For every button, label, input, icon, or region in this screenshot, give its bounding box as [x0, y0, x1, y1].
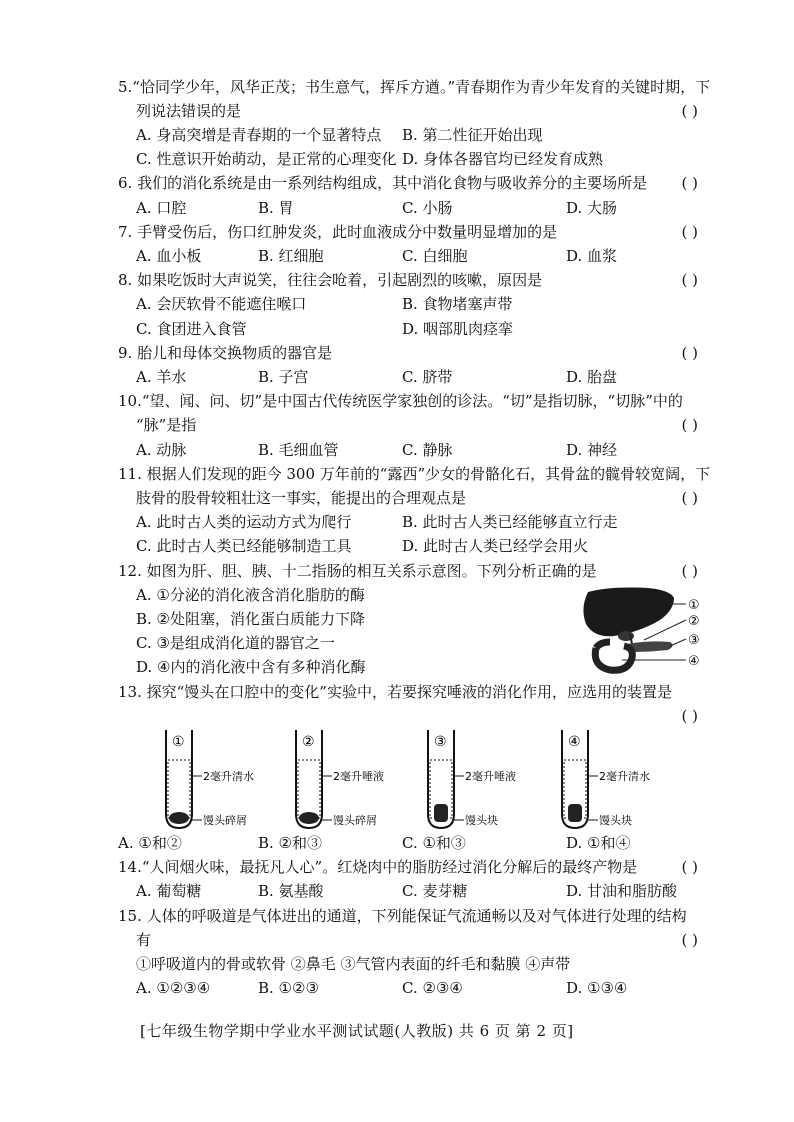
tube-4-liquid: 2毫升清水 [599, 770, 650, 783]
q11-stem-line2: 肢骨的股骨较粗壮这一事实，能提出的合理观点是 [136, 489, 467, 507]
q5-option-b: B. 第二性征开始出现 [402, 126, 543, 144]
q5-stem-line2: 列说法错误的是 [136, 102, 242, 120]
figure-label-3: ③ [688, 633, 700, 648]
tube-3-solid: 馒头块 [465, 814, 498, 827]
q14-option-d: D. 甘油和脂肪酸 [566, 882, 678, 900]
q7-answer-paren: ( ) [681, 223, 698, 241]
q7-option-a: A. 血小板 [136, 247, 202, 265]
q6-stem: 6. 我们的消化系统是由一系列结构组成，其中消化食物与吸收养分的主要场所是 [118, 174, 648, 192]
q14-option-c: C. 麦芽糖 [402, 882, 468, 900]
q15-option-d: D. ①③④ [566, 979, 628, 997]
q7-option-b: B. 红细胞 [258, 247, 324, 265]
bread-block [434, 804, 448, 822]
bread-crumbs [299, 812, 319, 824]
q9-answer-paren: ( ) [681, 344, 698, 362]
q14-answer-paren: ( ) [681, 858, 698, 876]
tube-2-liquid: 2毫升唾液 [333, 770, 384, 783]
q10-answer-paren: ( ) [681, 416, 698, 434]
q14-option-b: B. 氨基酸 [258, 882, 324, 900]
q15-stem-line2: 有 [136, 931, 152, 949]
tube-4-solid: 馒头块 [599, 814, 632, 827]
bread-block [568, 804, 582, 822]
q12-option-d: D. ④内的消化液中含有多种消化酶 [136, 658, 366, 676]
test-tube-3 [428, 730, 516, 828]
tube-4-number: ④ [568, 734, 581, 750]
figure-label-2: ② [688, 614, 700, 629]
q10-option-d: D. 神经 [566, 441, 618, 459]
q15-stem-line1: 15. 人体的呼吸道是气体进出的通道，下列能保证气流通畅以及对气体进行处理的结构 [118, 907, 687, 925]
q12-option-a: A. ①分泌的消化液含消化脂肪的酶 [136, 586, 365, 604]
q11-option-d: D. 此时古人类已经学会用火 [402, 537, 589, 555]
q13-option-d: D. ①和④ [566, 834, 631, 852]
q11-option-b: B. 此时古人类已经能够直立行走 [402, 513, 618, 531]
tube-3-number: ③ [434, 734, 447, 750]
q8-option-d: D. 咽部肌肉痉挛 [402, 320, 514, 338]
q7-option-c: C. 白细胞 [402, 247, 468, 265]
q13-option-c: C. ①和③ [402, 834, 466, 852]
q6-option-d: D. 大肠 [566, 199, 618, 217]
q6-option-b: B. 胃 [258, 199, 294, 217]
q5-answer-paren: ( ) [681, 102, 698, 120]
q13-answer-paren: ( ) [681, 707, 698, 725]
q12-option-b: B. ②处阻塞，消化蛋白质能力下降 [136, 610, 366, 628]
q14-option-a: A. 葡萄糖 [136, 882, 202, 900]
q7-option-d: D. 血浆 [566, 247, 618, 265]
test-tube-2 [296, 730, 384, 828]
q6-option-a: A. 口腔 [136, 199, 187, 217]
figure-label-4: ④ [688, 654, 700, 669]
q11-option-c: C. 此时古人类已经能够制造工具 [136, 537, 352, 555]
q9-option-c: C. 脐带 [402, 368, 453, 386]
digestive-organs-figure [570, 584, 700, 680]
q14-stem: 14.“人间烟火味，最抚凡人心”。红烧肉中的脂肪经过消化分解后的最终产物是 [118, 858, 638, 876]
q15-option-a: A. ①②③④ [136, 979, 211, 997]
tube-1-liquid: 2毫升清水 [203, 770, 254, 783]
test-tube-4 [562, 730, 650, 828]
q11-stem-line1: 11. 根据人们发现的距今 300 万年前的“露西”少女的骨骼化石，其骨盆的髋骨较宽阔，下 [118, 465, 711, 483]
figure-label-1: ① [688, 598, 700, 613]
liver-shape [583, 588, 674, 637]
q13-option-b: B. ②和③ [258, 834, 323, 852]
q9-option-d: D. 胎盘 [566, 368, 618, 386]
q8-stem: 8. 如果吃饭时大声说笑，往往会呛着，引起剧烈的咳嗽，原因是 [118, 271, 543, 289]
q10-stem-line1: 10.“望、闻、问、切”是中国古代传统医学家独创的诊法。“切”是指切脉，“切脉”中的 [118, 392, 683, 410]
q5-option-d: D. 身体各器官均已经发育成熟 [402, 150, 604, 168]
q9-option-a: A. 羊水 [136, 368, 187, 386]
q5-option-c: C. 性意识开始萌动，是正常的心理变化 [136, 150, 397, 168]
q15-answer-paren: ( ) [681, 931, 698, 949]
q6-answer-paren: ( ) [681, 174, 698, 192]
tube-2-number: ② [302, 734, 315, 750]
tube-3-liquid: 2毫升唾液 [465, 770, 516, 783]
test-tube-1 [166, 730, 254, 828]
q8-option-c: C. 食团进入食管 [136, 320, 247, 338]
q10-option-c: C. 静脉 [402, 441, 453, 459]
q12-stem: 12. 如图为肝、胆、胰、十二指肠的相互关系示意图。下列分析正确的是 [118, 562, 597, 580]
q6-option-c: C. 小肠 [402, 199, 453, 217]
q8-answer-paren: ( ) [681, 271, 698, 289]
q8-option-b: B. 食物堵塞声带 [402, 295, 513, 313]
tube-2-solid: 馒头碎屑 [333, 814, 377, 827]
page-footer: [七年级生物学期中学业水平测试试题(人教版) 共 6 页 第 2 页] [140, 1022, 574, 1040]
q5-option-a: A. 身高突增是青春期的一个显著特点 [136, 126, 382, 144]
q8-option-a: A. 会厌软骨不能遮住喉口 [136, 295, 307, 313]
q10-option-b: B. 毛细血管 [258, 441, 339, 459]
q9-stem: 9. 胎儿和母体交换物质的器官是 [118, 344, 333, 362]
q10-option-a: A. 动脉 [136, 441, 187, 459]
q11-option-a: A. 此时古人类的运动方式为爬行 [136, 513, 352, 531]
q12-option-c: C. ③是组成消化道的器官之一 [136, 634, 335, 652]
tube-1-number: ① [172, 734, 185, 750]
tube-1-solid: 馒头碎屑 [203, 814, 247, 827]
test-tubes-figure [150, 728, 730, 832]
q13-option-a: A. ①和② [118, 834, 182, 852]
q12-answer-paren: ( ) [681, 562, 698, 580]
q11-answer-paren: ( ) [681, 489, 698, 507]
q9-option-b: B. 子宫 [258, 368, 309, 386]
q15-option-b: B. ①②③ [258, 979, 319, 997]
duodenum-shape [595, 646, 632, 670]
q15-items: ①呼吸道内的骨或软骨 ②鼻毛 ③气管内表面的纤毛和黏膜 ④声带 [136, 955, 571, 973]
q13-stem: 13. 探究“馒头在口腔中的变化”实验中，若要探究唾液的消化作用，应选用的装置是 [118, 683, 672, 701]
q7-stem: 7. 手臂受伤后，伤口红肿发炎，此时血液成分中数量明显增加的是 [118, 223, 558, 241]
q5-stem-line1: 5.“恰同学少年，风华正茂；书生意气，挥斥方遒。”青春期作为青少年发育的关键时期，下 [118, 78, 711, 96]
bread-crumbs [169, 812, 189, 824]
q15-option-c: C. ②③④ [402, 979, 463, 997]
q10-stem-line2: “脉”是指 [136, 416, 197, 434]
